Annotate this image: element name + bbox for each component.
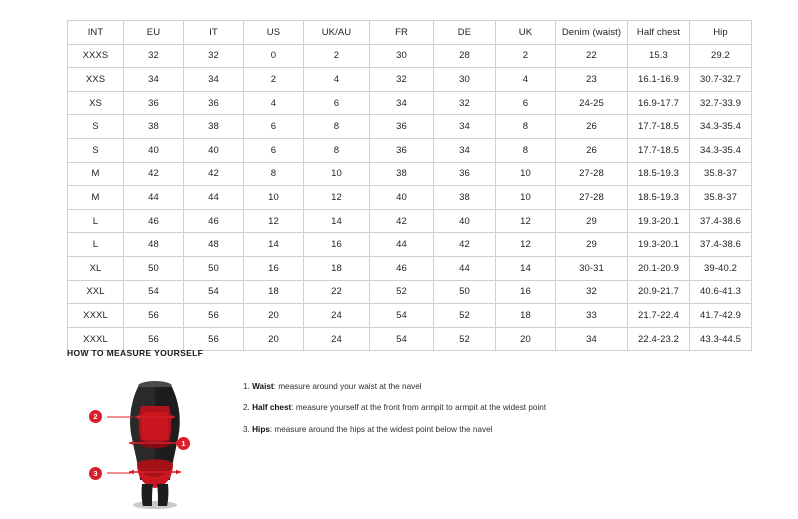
size-value-cell: 17.7-18.5 <box>628 138 690 162</box>
column-header: UK <box>496 21 556 45</box>
size-value-cell: 26 <box>556 138 628 162</box>
size-value-cell: 22.4-23.2 <box>628 327 690 351</box>
size-value-cell: 39-40.2 <box>690 256 752 280</box>
size-value-cell: 10 <box>496 162 556 186</box>
size-value-cell: 18.5-19.3 <box>628 186 690 210</box>
size-value-cell: 52 <box>434 304 496 328</box>
table-row <box>68 162 752 186</box>
size-value-cell: 29 <box>556 209 628 233</box>
measure-badge-1: 1 <box>177 437 190 450</box>
size-value-cell: 34 <box>124 68 184 92</box>
size-value-cell: 37.4-38.6 <box>690 233 752 257</box>
size-value-cell: 56 <box>124 304 184 328</box>
size-value-cell: 37.4-38.6 <box>690 209 752 233</box>
size-value-cell: 40 <box>434 209 496 233</box>
column-header: INT <box>68 21 124 45</box>
size-value-cell: 30-31 <box>556 256 628 280</box>
size-value-cell: 56 <box>184 327 244 351</box>
size-value-cell: 33 <box>556 304 628 328</box>
size-value-cell: 29 <box>556 233 628 257</box>
size-label-cell: XXXL <box>68 327 124 351</box>
size-value-cell: 36 <box>124 91 184 115</box>
size-value-cell: 16 <box>496 280 556 304</box>
size-value-cell: 35.8-37 <box>690 186 752 210</box>
size-value-cell: 24 <box>304 327 370 351</box>
size-value-cell: 27-28 <box>556 162 628 186</box>
size-value-cell: 16 <box>244 256 304 280</box>
size-value-cell: 40.6-41.3 <box>690 280 752 304</box>
measure-note-text: : measure yourself at the front from armpit to armpit at the widest point <box>291 403 547 413</box>
size-value-cell: 50 <box>434 280 496 304</box>
size-label-cell: M <box>68 186 124 210</box>
size-value-cell: 54 <box>124 280 184 304</box>
size-value-cell: 46 <box>370 256 434 280</box>
measure-note-term: Half chest <box>252 403 292 413</box>
size-label-cell: XXS <box>68 68 124 92</box>
table-row <box>68 256 752 280</box>
size-value-cell: 12 <box>304 186 370 210</box>
size-value-cell: 50 <box>124 256 184 280</box>
how-to-measure-title: HOW TO MEASURE YOURSELF <box>67 348 204 358</box>
size-value-cell: 46 <box>184 209 244 233</box>
size-value-cell: 4 <box>496 68 556 92</box>
size-value-cell: 6 <box>244 115 304 139</box>
size-value-cell: 54 <box>184 280 244 304</box>
size-value-cell: 12 <box>496 209 556 233</box>
measure-note-term: Waist <box>252 382 274 391</box>
size-value-cell: 34 <box>434 115 496 139</box>
column-header: Hip <box>690 21 752 45</box>
size-value-cell: 41.7-42.9 <box>690 304 752 328</box>
size-value-cell: 38 <box>434 186 496 210</box>
how-to-measure-body <box>67 370 767 512</box>
column-header: US <box>244 21 304 45</box>
size-value-cell: 8 <box>304 138 370 162</box>
size-label-cell: XXXL <box>68 304 124 328</box>
measure-note-text: : measure around the hips at the widest point below the navel <box>269 424 493 434</box>
mannequin-figure-icon <box>95 372 215 512</box>
column-header: IT <box>184 21 244 45</box>
size-value-cell: 36 <box>434 162 496 186</box>
size-value-cell: 32 <box>556 280 628 304</box>
size-value-cell: 28 <box>434 44 496 68</box>
table-row <box>68 138 752 162</box>
column-header: Denim (waist) <box>556 21 628 45</box>
measure-note <box>243 425 546 435</box>
size-value-cell: 30 <box>370 44 434 68</box>
measure-note <box>243 403 546 413</box>
size-value-cell: 30 <box>434 68 496 92</box>
size-value-cell: 34 <box>184 68 244 92</box>
size-value-cell: 38 <box>370 162 434 186</box>
table-header-row <box>68 21 752 45</box>
size-label-cell: XL <box>68 256 124 280</box>
measure-badge-3: 3 <box>89 467 102 480</box>
size-chart-table <box>67 20 752 351</box>
size-value-cell: 8 <box>244 162 304 186</box>
size-value-cell: 32 <box>124 44 184 68</box>
size-value-cell: 4 <box>304 68 370 92</box>
size-value-cell: 35.8-37 <box>690 162 752 186</box>
table-row <box>68 68 752 92</box>
size-label-cell: S <box>68 138 124 162</box>
size-value-cell: 36 <box>184 91 244 115</box>
size-value-cell: 0 <box>244 44 304 68</box>
size-label-cell: L <box>68 209 124 233</box>
measure-note <box>243 382 546 392</box>
size-value-cell: 44 <box>370 233 434 257</box>
column-header: UK/AU <box>304 21 370 45</box>
size-value-cell: 46 <box>124 209 184 233</box>
column-header: DE <box>434 21 496 45</box>
size-value-cell: 54 <box>370 304 434 328</box>
size-value-cell: 14 <box>304 209 370 233</box>
size-value-cell: 20 <box>244 304 304 328</box>
table-row <box>68 91 752 115</box>
size-value-cell: 20.1-20.9 <box>628 256 690 280</box>
size-value-cell: 20 <box>496 327 556 351</box>
size-value-cell: 19.3-20.1 <box>628 233 690 257</box>
measure-note-text: : measure around your waist at the navel <box>273 382 422 391</box>
size-value-cell: 44 <box>434 256 496 280</box>
size-value-cell: 20 <box>244 327 304 351</box>
measure-note-number: 3. <box>243 424 250 434</box>
table-row <box>68 280 752 304</box>
size-value-cell: 16.9-17.7 <box>628 91 690 115</box>
size-value-cell: 44 <box>184 186 244 210</box>
size-value-cell: 50 <box>184 256 244 280</box>
size-value-cell: 18 <box>304 256 370 280</box>
size-value-cell: 32 <box>434 91 496 115</box>
size-value-cell: 32 <box>184 44 244 68</box>
table-row <box>68 209 752 233</box>
size-value-cell: 16.1-16.9 <box>628 68 690 92</box>
size-value-cell: 6 <box>304 91 370 115</box>
size-value-cell: 44 <box>124 186 184 210</box>
size-label-cell: XXL <box>68 280 124 304</box>
size-value-cell: 42 <box>124 162 184 186</box>
size-value-cell: 34 <box>556 327 628 351</box>
size-label-cell: M <box>68 162 124 186</box>
size-value-cell: 48 <box>184 233 244 257</box>
size-value-cell: 36 <box>370 115 434 139</box>
table-body <box>68 44 752 351</box>
size-value-cell: 24-25 <box>556 91 628 115</box>
size-value-cell: 8 <box>496 138 556 162</box>
size-value-cell: 15.3 <box>628 44 690 68</box>
size-value-cell: 26 <box>556 115 628 139</box>
size-value-cell: 52 <box>370 280 434 304</box>
measure-note-number: 2. <box>243 403 250 413</box>
size-value-cell: 40 <box>370 186 434 210</box>
size-value-cell: 34 <box>434 138 496 162</box>
size-value-cell: 10 <box>304 162 370 186</box>
size-value-cell: 23 <box>556 68 628 92</box>
size-value-cell: 29.2 <box>690 44 752 68</box>
size-value-cell: 4 <box>244 91 304 115</box>
size-value-cell: 18 <box>244 280 304 304</box>
measure-notes-list <box>243 382 546 446</box>
size-value-cell: 10 <box>496 186 556 210</box>
size-value-cell: 12 <box>496 233 556 257</box>
table-row <box>68 115 752 139</box>
size-value-cell: 14 <box>496 256 556 280</box>
size-value-cell: 19.3-20.1 <box>628 209 690 233</box>
size-value-cell: 18 <box>496 304 556 328</box>
size-value-cell: 36 <box>370 138 434 162</box>
size-value-cell: 12 <box>244 209 304 233</box>
size-label-cell: XS <box>68 91 124 115</box>
size-value-cell: 43.3-44.5 <box>690 327 752 351</box>
size-value-cell: 2 <box>304 44 370 68</box>
size-value-cell: 20.9-21.7 <box>628 280 690 304</box>
table-row <box>68 304 752 328</box>
size-value-cell: 22 <box>304 280 370 304</box>
table-row <box>68 44 752 68</box>
size-label-cell: S <box>68 115 124 139</box>
measure-note-term: Hips <box>252 424 270 434</box>
column-header: Half chest <box>628 21 690 45</box>
size-value-cell: 56 <box>184 304 244 328</box>
size-value-cell: 56 <box>124 327 184 351</box>
column-header: FR <box>370 21 434 45</box>
size-chart-container <box>67 20 742 351</box>
size-value-cell: 42 <box>434 233 496 257</box>
size-value-cell: 34.3-35.4 <box>690 115 752 139</box>
size-value-cell: 10 <box>244 186 304 210</box>
size-value-cell: 16 <box>304 233 370 257</box>
size-value-cell: 14 <box>244 233 304 257</box>
measure-badge-2: 2 <box>89 410 102 423</box>
size-value-cell: 32.7-33.9 <box>690 91 752 115</box>
size-value-cell: 42 <box>184 162 244 186</box>
size-value-cell: 30.7-32.7 <box>690 68 752 92</box>
size-value-cell: 17.7-18.5 <box>628 115 690 139</box>
size-value-cell: 24 <box>304 304 370 328</box>
column-header: EU <box>124 21 184 45</box>
size-value-cell: 40 <box>184 138 244 162</box>
size-value-cell: 22 <box>556 44 628 68</box>
size-value-cell: 34.3-35.4 <box>690 138 752 162</box>
size-value-cell: 2 <box>244 68 304 92</box>
table-row <box>68 186 752 210</box>
how-to-measure-section <box>67 348 767 512</box>
size-value-cell: 40 <box>124 138 184 162</box>
size-label-cell: L <box>68 233 124 257</box>
size-value-cell: 32 <box>370 68 434 92</box>
size-value-cell: 18.5-19.3 <box>628 162 690 186</box>
size-value-cell: 52 <box>434 327 496 351</box>
size-value-cell: 42 <box>370 209 434 233</box>
size-value-cell: 27-28 <box>556 186 628 210</box>
size-label-cell: XXXS <box>68 44 124 68</box>
measure-note-number: 1. <box>243 382 250 391</box>
size-value-cell: 38 <box>124 115 184 139</box>
size-value-cell: 48 <box>124 233 184 257</box>
size-value-cell: 21.7-22.4 <box>628 304 690 328</box>
size-value-cell: 8 <box>304 115 370 139</box>
size-value-cell: 6 <box>244 138 304 162</box>
size-value-cell: 38 <box>184 115 244 139</box>
size-value-cell: 8 <box>496 115 556 139</box>
table-row <box>68 233 752 257</box>
size-value-cell: 6 <box>496 91 556 115</box>
size-value-cell: 2 <box>496 44 556 68</box>
size-value-cell: 34 <box>370 91 434 115</box>
size-value-cell: 54 <box>370 327 434 351</box>
mannequin-illustration <box>95 372 215 512</box>
